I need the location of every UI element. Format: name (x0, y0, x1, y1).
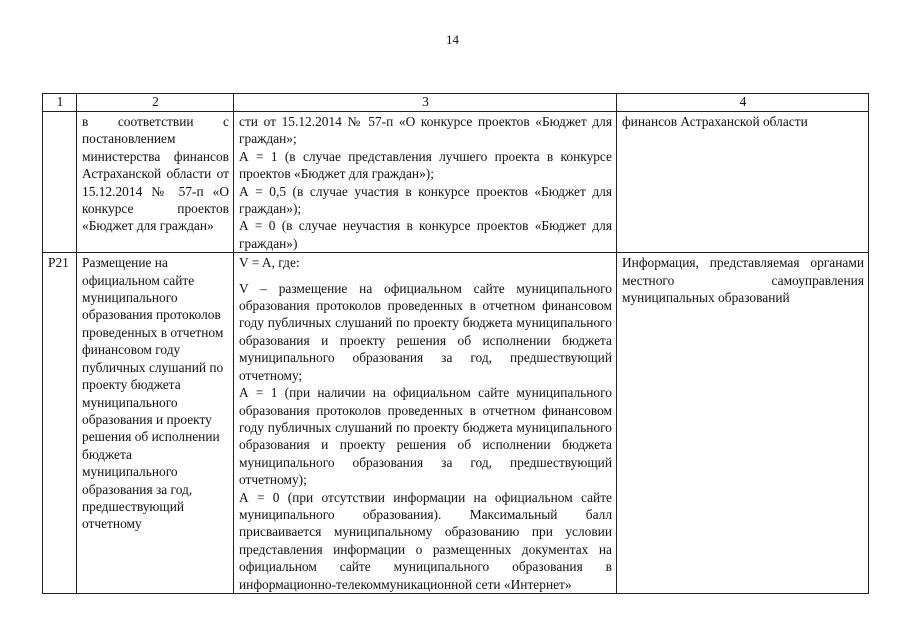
method-paragraph: А = 0 (при отсутствии информации на официальном сайте муниципального образования). Максимальный балл присваивается муниципальному образованию при условии представления информации о размещенных документах на официальном сайте муниципального образования в информационно-телекоммуникационной сети «Интернет» (239, 489, 612, 592)
calculation-method (234, 253, 617, 594)
row-code (43, 112, 77, 253)
method-paragraph: А = 1 (при наличии на официальном сайте муниципального образования протоколов проведенных в отчетном финансовом году публичных слушаний по проекту бюджета муниципального образования и проекту решения об исполнении бюджета муниципального образования за год, предшествующий отчетному); (239, 385, 612, 488)
method-paragraph: V – размещение на официальном сайте муниципального образования протоколов проведенных в отчетном финансовом году публичных слушаний по проекту бюджета муниципального образования и проекту решения об исполнении бюджета муниципального образования за год, предшествующий отчетному; (239, 280, 612, 383)
method-line: А = 0 (в случае неучастия в конкурсе проектов «Бюджет для граждан») (239, 218, 612, 251)
formula: V = A, где: (239, 255, 300, 271)
indicator-name: Размещение на официальном сайте муниципального образования протоколов проведенных в отчетном финансовом году публичных слушаний по проекту бюджета муниципального образования и проекту решения об исполнении бюджета муниципального образования за год, предшествующий отчетному (77, 253, 234, 594)
table-row (43, 112, 869, 253)
page-number: 14 (446, 32, 459, 47)
row-code: P21 (43, 253, 77, 594)
indicator-name: в соответствии с постановлением министерства финансов Астраханской области от 15.12.2014 № 57-п «О конкурсе проектов «Бюджет для граждан» (77, 112, 234, 253)
data-source: Информация, представляемая органами местного самоуправления муниципальных образований (617, 253, 869, 594)
column-header: 1 (43, 94, 77, 112)
table-row (43, 253, 869, 594)
method-line: А = 1 (в случае представления лучшего проекта в конкурсе проектов «Бюджет для граждан»); (239, 148, 612, 182)
method-line: сти от 15.12.2014 № 57-п «О конкурсе проектов «Бюджет для граждан»; (239, 114, 612, 147)
table-header-row (43, 94, 869, 112)
column-header: 3 (234, 94, 617, 112)
indicator-table (42, 93, 869, 594)
column-header: 2 (77, 94, 234, 112)
method-line: А = 0,5 (в случае участия в конкурсе проектов «Бюджет для граждан»); (239, 183, 612, 217)
calculation-method (234, 112, 617, 253)
data-source: финансов Астраханской области (617, 112, 869, 253)
column-header: 4 (617, 94, 869, 112)
